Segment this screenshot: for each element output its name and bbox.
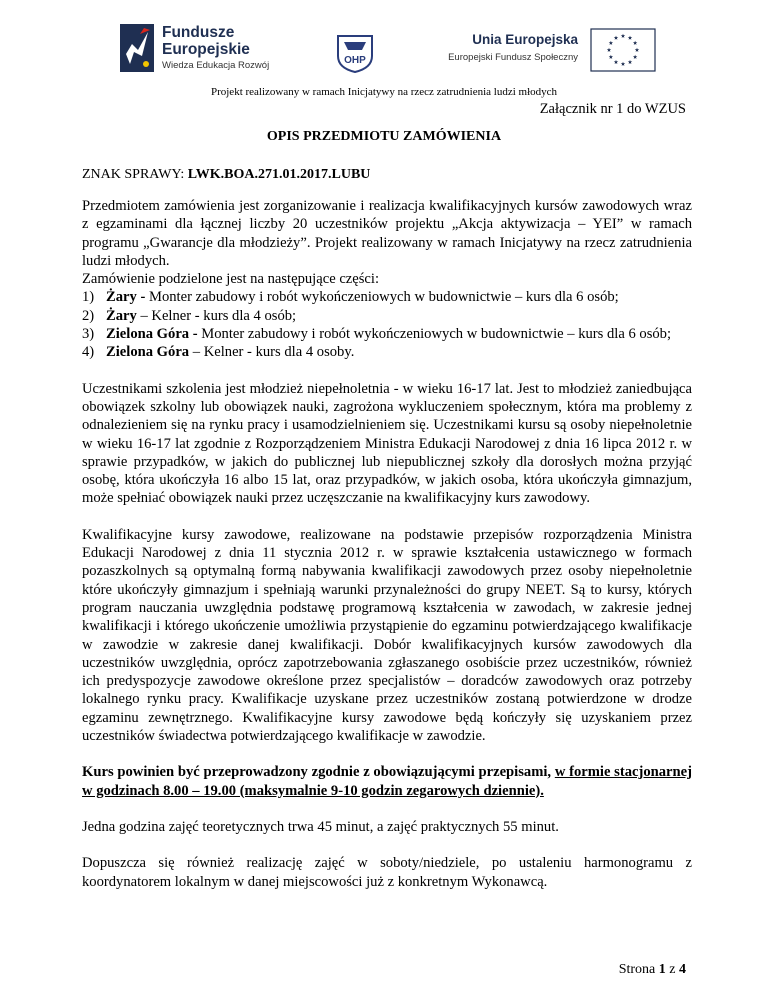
fundusze-europejskie-logo: [120, 22, 280, 78]
ohp-logo-text: OHP: [344, 55, 366, 66]
eu-flag-icon: [590, 28, 656, 72]
page-number-total: 4: [679, 962, 686, 977]
page-number-prefix: Strona: [618, 962, 656, 977]
document-body: [82, 197, 692, 891]
hours-paragraph: Jedna godzina zajęć teoretycznych trwa 45 minut, a zajęć praktycznych 55 minut.: [82, 818, 559, 835]
list-item-place: Żary: [106, 307, 137, 324]
case-reference-label: ZNAK SPRAWY:: [82, 167, 185, 182]
list-item-number: 1): [82, 289, 95, 306]
courses-paragraph: Kwalifikacyjne kursy zawodowe, realizowane na podstawie przepisów rozporządzenia Ministra Edukacji Narodowej z dnia 11 stycznia 2012 r. w sprawie kształcenia ustawicznego w formach pozaszkolnych są optymalną formą nabywania kwalifikacji zawodowych przez osoby niepełnoletnie które ukończyły gimnazjum i spełniają warunki przynależności do grupy NEET. Są to kursy, których program nauczania uwzględnia podstawę programową kształcenia w zawodach, w zakresie jednej kwalifikacji i którego ukończenie umożliwia przystąpienie do egzaminu potwierdzającego kwalifikacje w zawodzie w zakresie danej kwalifikacji. Dobór kwalifikacyjnych kursów zawodowych dla uczestników uwzględnia, oprócz zapotrzebowania zgłaszanego osobiście przez uczestników, również ich predyspozycje zawodowe określone przez specjalistów – doradców zawodowych oraz potrzeby lokalnego rynku pracy. Kwalifikacje uzyskane przez uczestników zostaną potwierdzone w drodze egzaminu zewnętrznego. Kwalifikacyjne kursy zawodowe będą kończyły się uzyskaniem przez uczestników świadectwa potwierdzającego kwalifikacje w zawodzie.: [82, 526, 692, 745]
participants-paragraph: Uczestnikami szkolenia jest młodzież niepełnoletnia - w wieku 16-17 lat. Jest to młodzież zaniedbująca obowiązek szkolny lub obowiązek nauki, zagrożona wykluczeniem społecznym, która ma problemy z odnalezieniem się na rynku pracy i usamodzielnieniem się. Uczestnikami kursu są osoby niepełnoletnie w wieku 16-17 lat zgodnie z Rozporządzeniem Ministra Edukacji Narodowej z dnia 16 lipca 2012 r. w sprawie przypadków, w jakich do publicznej lub niepublicznej szkoły dla dorosłych można przyjąć osobę, która ukończyła 16 albo 15 lat, oraz przypadków, w jakich osoba, która ukończyła gimnazjum, może spełniać obowiązek nauki przez uczęszczanie na kwalifikacyjny kurs zawodowy.: [82, 380, 692, 507]
intro-paragraph: Przedmiotem zamówienia jest zorganizowanie i realizacja kwalifikacyjnych kursów zawodowych wraz z egzaminami dla łącznej liczby 20 uczestników projektu „Akcja aktywizacja – YEI” w ramach programu „Gwarancje dla młodzieży”. Projekt realizowany w ramach Inicjatywy na rzecz zatrudnienia ludzi młodych.: [82, 198, 692, 269]
list-item-number: 3): [82, 326, 95, 343]
list-item-separator: –: [136, 307, 152, 324]
list-item: [82, 343, 692, 361]
list-item-place: Żary: [106, 289, 137, 306]
parts-list: [82, 288, 692, 361]
ue-logo-name: Unia Europejska: [472, 32, 578, 47]
list-item-number: 2): [82, 307, 95, 324]
schedule-requirement-paragraph: [82, 763, 692, 800]
list-item: [82, 307, 692, 325]
fe-logo-subtitle: Wiedza Edukacja Rozwój: [162, 60, 270, 71]
schedule-requirement-underlined: w formie stacjonarnej w godzinach 8.00 – 19.00 (maksymalnie 9-10 godzin zegarowych dziennie).: [82, 764, 692, 799]
fe-logo-line1: Fundusze: [162, 24, 235, 41]
list-item-separator: -: [136, 289, 149, 306]
list-item-description: Kelner - kurs dla 4 osób;: [151, 307, 297, 324]
list-item-separator: –: [189, 344, 204, 361]
list-item-place: Zielona Góra: [106, 344, 190, 361]
list-item-description: Kelner - kurs dla 4 osoby.: [203, 344, 355, 361]
list-item-number: 4): [82, 344, 95, 361]
annex-label: Załącznik nr 1 do WZUS: [539, 101, 686, 117]
fe-star-mark-icon: [120, 24, 154, 72]
schedule-requirement-plain: Kurs powinien być przeprowadzony zgodnie z obowiązującymi przepisami,: [82, 764, 555, 781]
page-number-separator: z: [669, 962, 676, 977]
ohp-logo-icon: [334, 30, 376, 74]
parts-intro: Zamówienie podzielone jest na następujące części:: [82, 271, 380, 288]
list-item: [82, 325, 692, 343]
ue-logo-subtitle: Europejski Fundusz Społeczny: [448, 52, 578, 63]
list-item-separator: -: [189, 326, 202, 343]
list-item-description: Monter zabudowy i robót wykończeniowych w budownictwie – kurs dla 6 osób;: [201, 326, 672, 343]
list-item-place: Zielona Góra: [106, 326, 190, 343]
weekend-paragraph: Dopuszcza się również realizację zajęć w soboty/niedziele, po ustaleniu harmonogramu z koordynatorem lokalnym w danej miejscowości już z konkretnym Wykonawcą.: [82, 855, 692, 890]
page-number: [619, 962, 686, 978]
fe-logo-name: [162, 24, 250, 58]
case-reference: [82, 167, 370, 183]
unia-europejska-logo: [446, 28, 656, 68]
list-item-description: Monter zabudowy i robót wykończeniowych w budownictwie – kurs dla 6 osób;: [148, 289, 619, 306]
document-title: OPIS PRZEDMIOTU ZAMÓWIENIA: [266, 129, 502, 144]
project-note: Projekt realizowany w ramach Inicjatywy na rzecz zatrudnienia ludzi młodych: [210, 86, 558, 98]
case-reference-value: LWK.BOA.271.01.2017.LUBU: [187, 167, 371, 182]
page-number-current: 1: [658, 962, 666, 977]
fe-logo-line2: Europejskie: [162, 41, 250, 58]
list-item: [82, 288, 692, 306]
